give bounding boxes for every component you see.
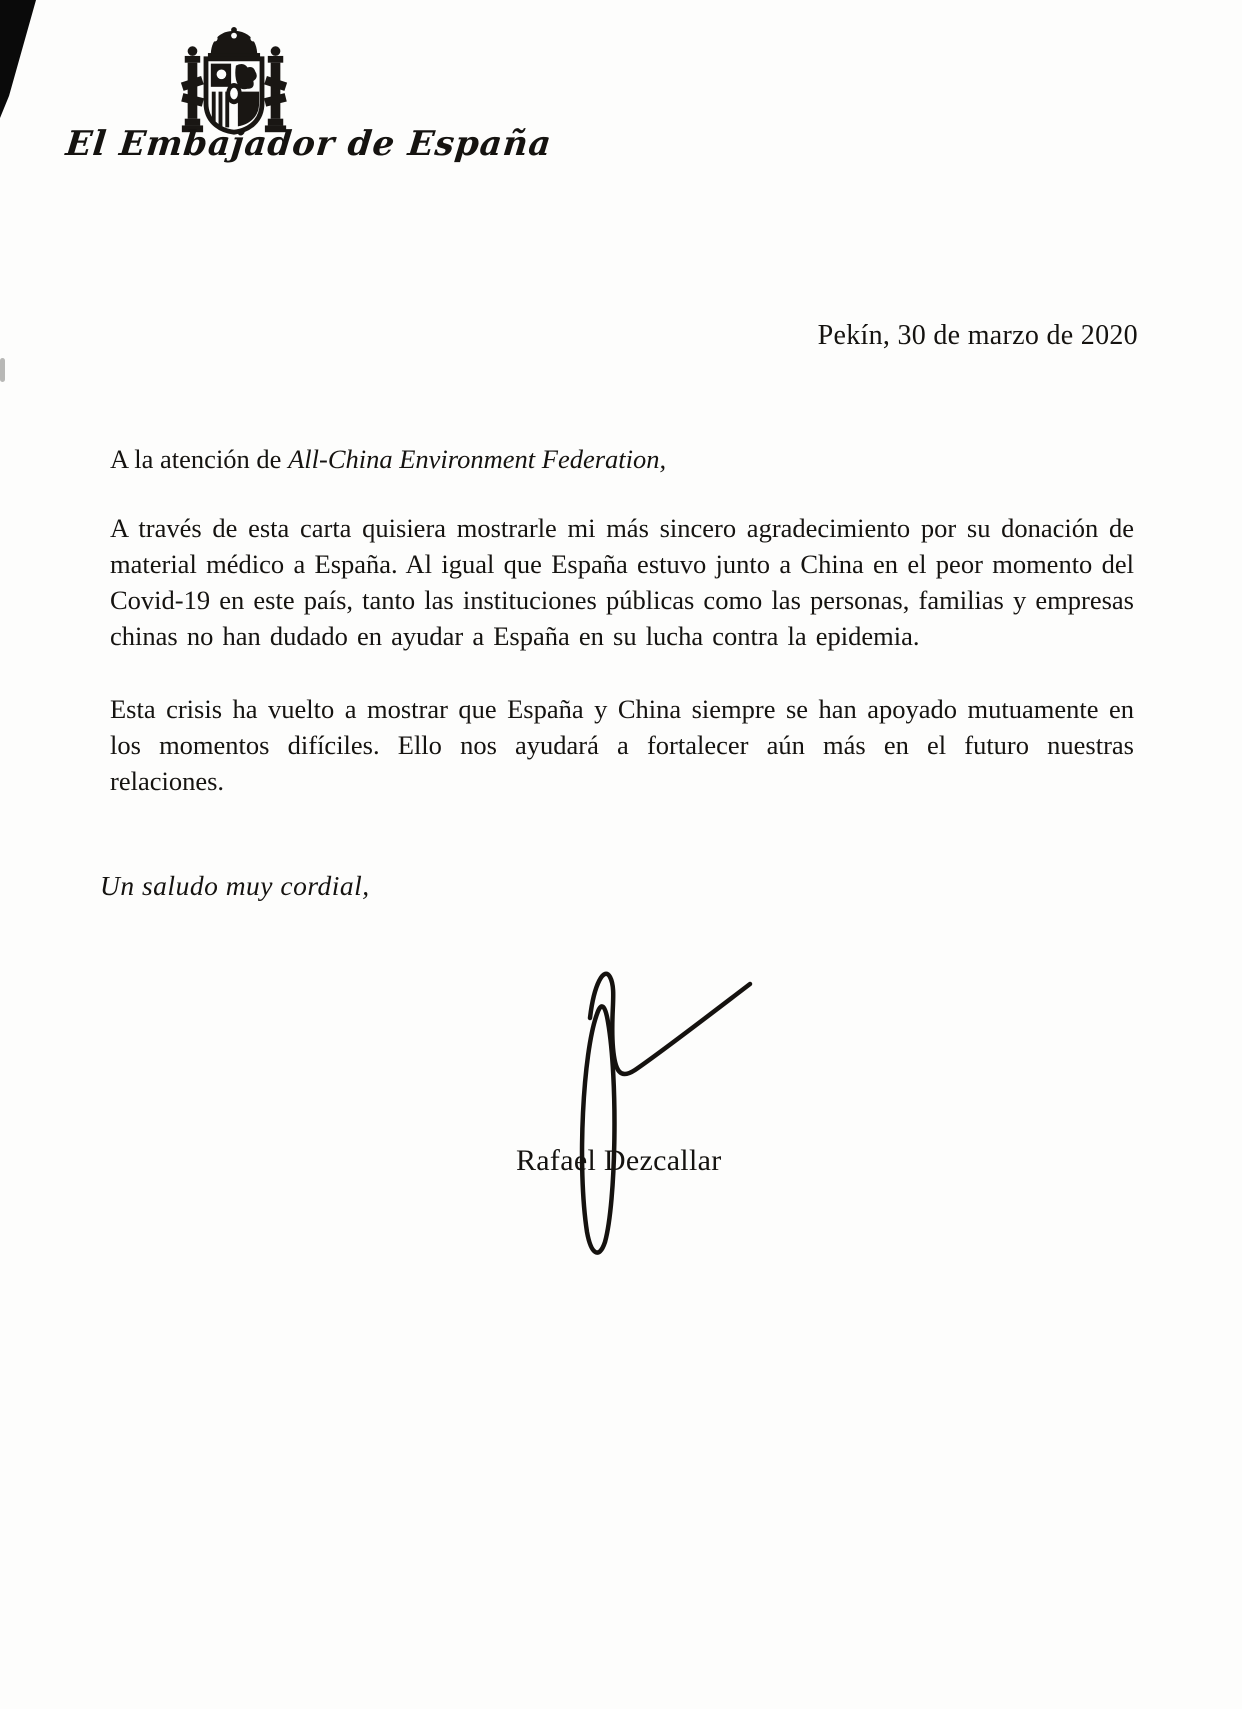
scan-artifact-speck [0, 358, 5, 382]
recipient-name: All-China Environment Federation, [288, 444, 667, 474]
scan-artifact-corner [0, 0, 40, 120]
salutation [110, 444, 1134, 475]
sender-title: El Embajador de España [63, 124, 554, 164]
dateline: Pekín, 30 de marzo de 2020 [817, 320, 1138, 351]
paragraph: Esta crisis ha vuelto a mostrar que España y China siempre se han apoyado mutuamente en los momentos difíciles. Ello nos ayudará a fortalecer aún más en el futuro nuestras relaciones. [110, 694, 1134, 796]
spain-coat-of-arms-icon [176, 26, 292, 138]
signature-name: Rafael Dezcallar [516, 1144, 722, 1177]
letter-body [110, 510, 1134, 836]
paragraph: A través de esta carta quisiera mostrarle mi más sincero agradecimiento por su donación de material médico a España. Al igual que España estuvo junto a China en el peor momento del Covid-19 en este país, tanto las instituciones públicas como las personas, familias y empresas chinas no han dudado en ayudar a España en su lucha contra la epidemia. [110, 513, 1134, 651]
handwritten-signature-icon [540, 952, 770, 1280]
salutation-prefix: A la atención de [110, 444, 289, 474]
closing-line: Un saludo muy cordial, [100, 870, 370, 901]
